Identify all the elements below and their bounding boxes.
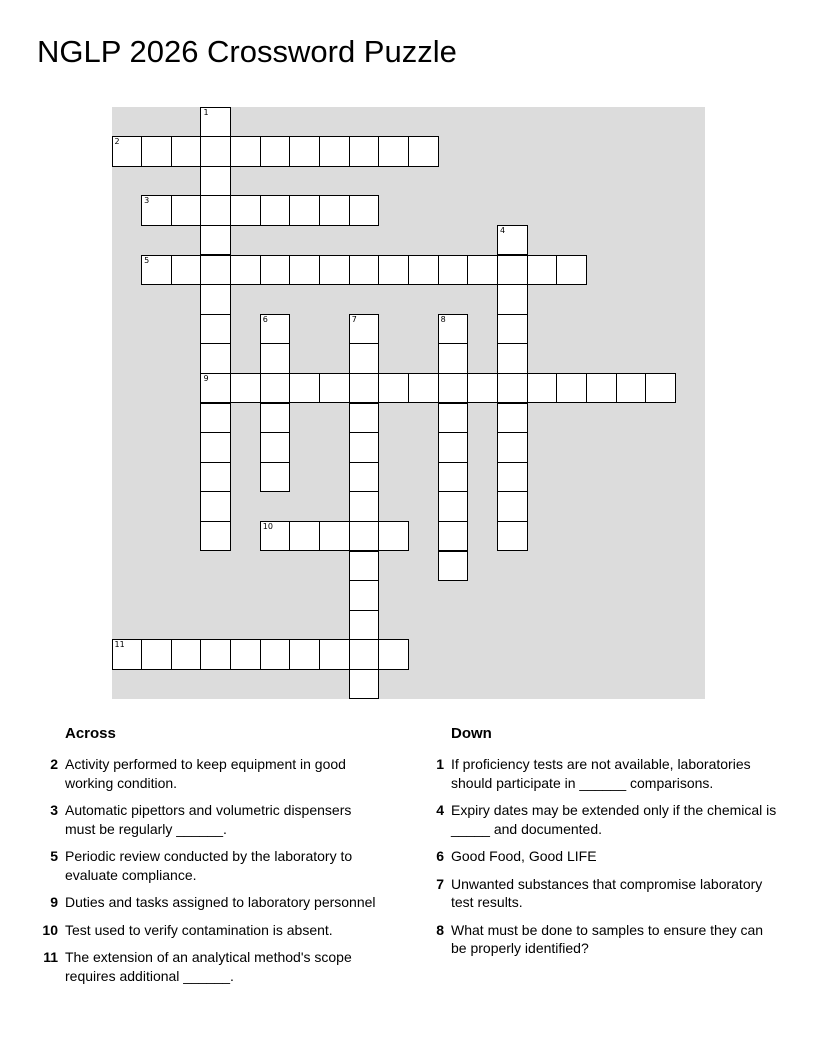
crossword-cell[interactable] xyxy=(349,403,380,434)
crossword-cell[interactable] xyxy=(171,255,202,286)
clue-text: What must be done to samples to ensure they can be properly identified? xyxy=(451,921,764,956)
crossword-cell[interactable] xyxy=(438,373,469,404)
crossword-cell[interactable] xyxy=(260,314,291,345)
crossword-cell[interactable] xyxy=(289,373,320,404)
crossword-cell[interactable] xyxy=(200,225,231,256)
clue-number: 2 xyxy=(50,756,58,772)
crossword-cell[interactable] xyxy=(438,314,469,345)
crossword-cell[interactable] xyxy=(408,373,439,404)
clue-text: The extension of an analytical method's scope requires additional ______. xyxy=(65,949,352,984)
clue-text: If proficiency tests are not available, laboratories should participate in ______ comparisons. xyxy=(451,756,751,791)
crossword-cell[interactable] xyxy=(586,373,617,404)
crossword-cell[interactable] xyxy=(349,610,380,641)
crossword-cell[interactable] xyxy=(319,255,350,286)
crossword-cell[interactable] xyxy=(200,255,231,286)
cell-number: 8 xyxy=(440,314,446,324)
crossword-grid xyxy=(112,107,705,699)
crossword-cell[interactable] xyxy=(260,255,291,286)
clue-text: Periodic review conducted by the laboratory to evaluate compliance. xyxy=(65,848,353,883)
crossword-cell[interactable] xyxy=(200,462,231,493)
clue-text: Automatic pipettors and volumetric dispensers must be regularly ______. xyxy=(65,802,352,837)
crossword-cell[interactable] xyxy=(200,403,231,434)
across-clue xyxy=(36,921,376,940)
crossword-cell[interactable] xyxy=(200,521,231,552)
clue-text: Activity performed to keep equipment in good working condition. xyxy=(65,756,346,791)
clue-number: 11 xyxy=(43,949,58,965)
down-clue xyxy=(422,847,782,866)
crossword-cell[interactable] xyxy=(319,639,350,670)
crossword-cell[interactable] xyxy=(200,284,231,315)
crossword-cell[interactable] xyxy=(200,432,231,463)
crossword-cell[interactable] xyxy=(349,195,380,226)
crossword-cell[interactable] xyxy=(200,491,231,522)
crossword-cell[interactable] xyxy=(200,314,231,345)
across-clues xyxy=(36,725,376,994)
crossword-cell[interactable] xyxy=(408,136,439,167)
crossword-cell[interactable] xyxy=(497,373,528,404)
clue-number: 8 xyxy=(436,921,444,938)
crossword-cell[interactable] xyxy=(171,136,202,167)
clue-number: 4 xyxy=(436,802,444,818)
crossword-cell[interactable] xyxy=(556,373,587,404)
cell-number: 1 xyxy=(203,107,209,117)
crossword-cell[interactable] xyxy=(645,373,676,404)
crossword-cell[interactable] xyxy=(141,255,172,286)
crossword-cell[interactable] xyxy=(467,255,498,286)
crossword-cell[interactable] xyxy=(200,136,231,167)
crossword-cell[interactable] xyxy=(260,343,291,374)
crossword-cell[interactable] xyxy=(378,373,409,404)
crossword-cell[interactable] xyxy=(141,136,172,167)
crossword-cell[interactable] xyxy=(260,403,291,434)
crossword-cell[interactable] xyxy=(349,521,380,552)
crossword-cell[interactable] xyxy=(200,166,231,197)
crossword-cell[interactable] xyxy=(319,136,350,167)
crossword-cell[interactable] xyxy=(349,491,380,522)
crossword-cell[interactable] xyxy=(171,639,202,670)
crossword-cell[interactable] xyxy=(200,107,231,138)
across-heading: Across xyxy=(65,725,116,742)
crossword-cell[interactable] xyxy=(497,343,528,374)
clue-text: Test used to verify contamination is absent. xyxy=(65,921,333,938)
across-clue xyxy=(36,948,376,985)
crossword-cell[interactable] xyxy=(438,462,469,493)
crossword-cell[interactable] xyxy=(497,255,528,286)
cell-number: 9 xyxy=(203,373,209,383)
crossword-cell[interactable] xyxy=(497,403,528,434)
crossword-cell[interactable] xyxy=(319,195,350,226)
crossword-cell[interactable] xyxy=(438,551,469,582)
crossword-cell[interactable] xyxy=(349,255,380,286)
crossword-cell[interactable] xyxy=(349,462,380,493)
crossword-cell[interactable] xyxy=(200,639,231,670)
clue-number: 9 xyxy=(50,894,58,910)
clue-number: 6 xyxy=(436,848,444,864)
crossword-cell[interactable] xyxy=(319,521,350,552)
crossword-cell[interactable] xyxy=(349,136,380,167)
clue-number: 3 xyxy=(50,802,58,818)
crossword-cell[interactable] xyxy=(230,255,261,286)
crossword-cell[interactable] xyxy=(497,284,528,315)
down-clue-list xyxy=(422,755,782,958)
crossword-cell[interactable] xyxy=(230,373,261,404)
clue-number: 1 xyxy=(436,756,444,772)
across-clue xyxy=(36,893,376,912)
crossword-cell[interactable] xyxy=(141,639,172,670)
crossword-cell[interactable] xyxy=(349,432,380,463)
clue-number: 10 xyxy=(42,921,58,938)
across-clue-list xyxy=(36,755,376,985)
crossword-cell[interactable] xyxy=(497,225,528,256)
down-clue xyxy=(422,801,782,838)
crossword-cell[interactable] xyxy=(289,136,320,167)
crossword-cell[interactable] xyxy=(230,639,261,670)
crossword-cell[interactable] xyxy=(200,373,231,404)
across-clue xyxy=(36,847,376,884)
crossword-cell[interactable] xyxy=(200,195,231,226)
cell-number: 4 xyxy=(499,225,506,235)
clue-number: 5 xyxy=(50,848,58,864)
clue-text: Duties and tasks assigned to laboratory personnel xyxy=(65,894,376,910)
crossword-cell[interactable] xyxy=(349,580,380,611)
cell-number: 2 xyxy=(114,137,120,147)
crossword-cell[interactable] xyxy=(289,255,320,286)
cell-number: 7 xyxy=(351,314,357,324)
crossword-cell[interactable] xyxy=(349,343,380,374)
crossword-cell[interactable] xyxy=(378,136,409,167)
crossword-cell[interactable] xyxy=(141,195,172,226)
crossword-cell[interactable] xyxy=(527,255,558,286)
clue-text: Expiry dates may be extended only if the chemical is _____ and documented. xyxy=(451,802,777,837)
page-title: NGLP 2026 Crossword Puzzle xyxy=(37,34,457,69)
down-heading: Down xyxy=(451,725,492,742)
crossword-cell[interactable] xyxy=(378,639,409,670)
cell-number: 11 xyxy=(114,640,125,650)
crossword-cell[interactable] xyxy=(349,314,380,345)
crossword-cell[interactable] xyxy=(438,521,469,552)
crossword-cell[interactable] xyxy=(616,373,647,404)
crossword-cell[interactable] xyxy=(349,669,380,700)
clue-number: 7 xyxy=(436,875,444,892)
crossword-cell[interactable] xyxy=(349,551,380,582)
crossword-cell[interactable] xyxy=(438,343,469,374)
crossword-cell[interactable] xyxy=(497,462,528,493)
crossword-cell[interactable] xyxy=(527,373,558,404)
crossword-cell[interactable] xyxy=(260,432,291,463)
down-clue xyxy=(422,921,782,958)
crossword-cell[interactable] xyxy=(112,639,143,670)
crossword-cell[interactable] xyxy=(378,255,409,286)
crossword-cell[interactable] xyxy=(497,432,528,463)
crossword-cell[interactable] xyxy=(319,373,350,404)
crossword-cell[interactable] xyxy=(171,195,202,226)
crossword-cell[interactable] xyxy=(349,373,380,404)
crossword-cell[interactable] xyxy=(467,373,498,404)
clue-text: Good Food, Good LIFE xyxy=(451,848,597,864)
crossword-cell[interactable] xyxy=(438,403,469,434)
crossword-cell[interactable] xyxy=(378,521,409,552)
cell-number: 10 xyxy=(262,521,273,531)
across-clue xyxy=(36,801,376,838)
crossword-cell[interactable] xyxy=(112,136,143,167)
crossword-cell[interactable] xyxy=(260,521,291,552)
crossword-cell[interactable] xyxy=(497,521,528,552)
crossword-cell[interactable] xyxy=(438,255,469,286)
crossword-cell[interactable] xyxy=(260,373,291,404)
down-clue xyxy=(422,755,782,792)
crossword-cell[interactable] xyxy=(260,462,291,493)
crossword-cell[interactable] xyxy=(289,195,320,226)
crossword-cell[interactable] xyxy=(497,491,528,522)
crossword-cell[interactable] xyxy=(200,343,231,374)
crossword-cell[interactable] xyxy=(497,314,528,345)
down-clues xyxy=(422,725,782,967)
across-clue xyxy=(36,755,376,792)
crossword-cell[interactable] xyxy=(289,639,320,670)
cell-number: 3 xyxy=(144,196,150,206)
crossword-cell[interactable] xyxy=(556,255,587,286)
crossword-cell[interactable] xyxy=(289,521,320,552)
cell-number: 5 xyxy=(144,255,150,265)
crossword-cell[interactable] xyxy=(438,491,469,522)
clue-text: Unwanted substances that compromise laboratory test results. xyxy=(451,875,763,910)
crossword-cell[interactable] xyxy=(260,195,291,226)
crossword-cell[interactable] xyxy=(260,639,291,670)
down-clue xyxy=(422,875,782,912)
crossword-cell[interactable] xyxy=(438,432,469,463)
crossword-cell[interactable] xyxy=(230,195,261,226)
crossword-cell[interactable] xyxy=(230,136,261,167)
crossword-cell[interactable] xyxy=(260,136,291,167)
cell-number: 6 xyxy=(262,314,268,324)
crossword-cell[interactable] xyxy=(408,255,439,286)
crossword-cell[interactable] xyxy=(349,639,380,670)
